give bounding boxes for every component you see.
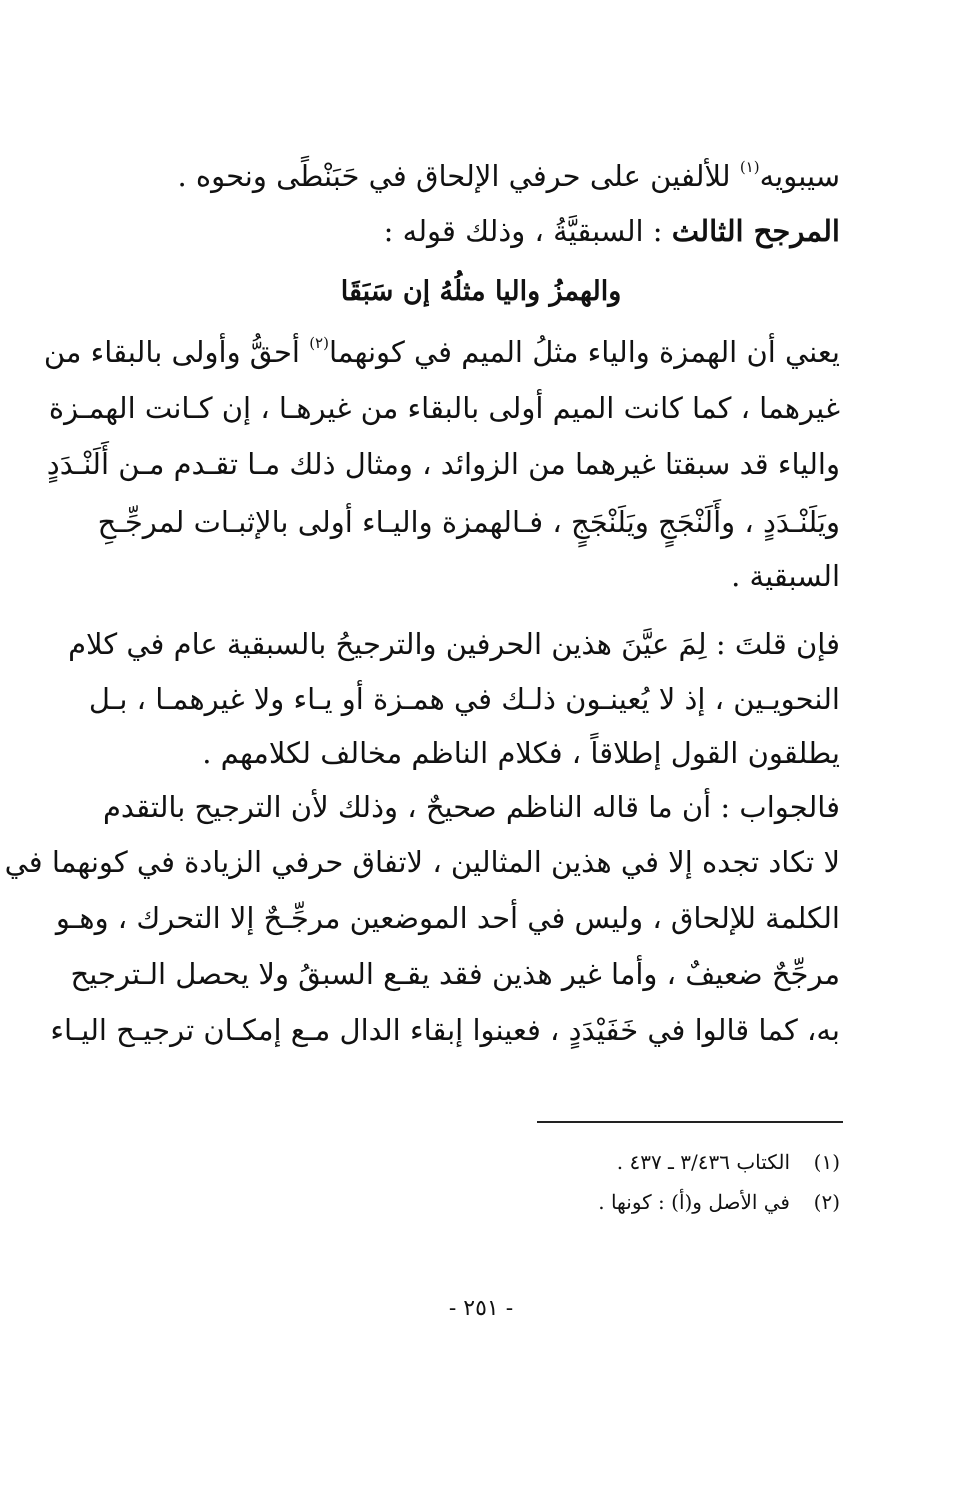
text-fragment: للألفين على حرفي الإلحاق في حَبَنْطًى ونحوه . [177,159,740,193]
text-line: ويَلَنْـدَدٍ ، وأَلَنْجَجٍ ويَلَنْجَجٍ ، فـالهمزة واليـاء أولى بالإثبـات لمرجِّـحِ [97,505,840,539]
heading-text: : السبقيَّةُ ، وذلك قوله : [383,214,672,248]
page-number: - ٢٥١ - [448,1296,514,1321]
heading-label: المرجح الثالث [671,214,840,248]
text-line: الكلمة للإلحاق ، وليس في أحد الموضعين مرجِّـحٌ إلا التحرك ، وهـو [55,901,840,935]
text-line [43,332,840,372]
text-fragment: أحقُّ وأولى بالبقاء من [43,335,310,369]
footnote-text: الكتاب ٣/٤٣٦ ـ ٤٣٧ . [616,1150,790,1174]
text-fragment: يعني أن الهمزة والياء مثلُ الميم في كونهما [328,335,840,369]
text-line: يطلقون القول إطلاقاً ، فكلام الناظم مخالف لكلامهم . [202,736,840,770]
footnote-reference[interactable]: (١) [739,158,760,176]
text-line: السبقية . [731,559,840,593]
footnote-separator [537,1121,843,1123]
text-fragment: سيبويه [759,159,840,193]
text-line: فإن قلتَ : لِمَ عيَّنَ هذين الحرفين والترجيحُ بالسبقية عام في كلام [68,627,840,661]
text-line: النحويـين ، إذ لا يُعينـون ذلـك في همـزة أو يـاء ولا غيرهمـا ، بـل [88,682,840,716]
text-line: والياء قد سبقتا غيرهما من الزوائد ، ومثال ذلك مـا تقـدم مـن أَلَنْـدَدٍ [46,447,840,481]
footnote [598,1187,840,1217]
text-line [177,156,840,196]
text-line: فالجواب : أن ما قاله الناظم صحيحٌ ، وذلك لأن الترجيح بالتقدم [102,790,840,824]
text-line: غيرهما ، كما كانت الميم أولى بالبقاء من غيرهـا ، إن كـانت الهمـزة [48,391,840,425]
text-line: به، كما قالوا في خَفَيْدَدٍ ، فعينوا إبقاء الدال مـع إمكـان ترجيـح اليـاء [50,1013,840,1047]
footnote-number: (١) [813,1150,840,1174]
poetry-verse: والهمزُ واليا مثلُهُ إن سَبَقَا [340,276,622,307]
text-line: لا تكاد تجده إلا في هذين المثالين ، لاتفاق حرفي الزيادة في كونهما في [4,845,840,879]
text-line: مرجِّحٌ ضعيفٌ ، وأما غير هذين فقد يقـع السبقُ ولا يحصل الـترجيح [70,957,840,991]
footnote-reference[interactable]: (٢) [309,334,329,352]
footnote-number: (٢) [813,1190,840,1214]
section-heading [384,211,840,251]
footnote [617,1147,840,1177]
footnote-text: في الأصل و(أ) : كونها . [598,1190,790,1214]
